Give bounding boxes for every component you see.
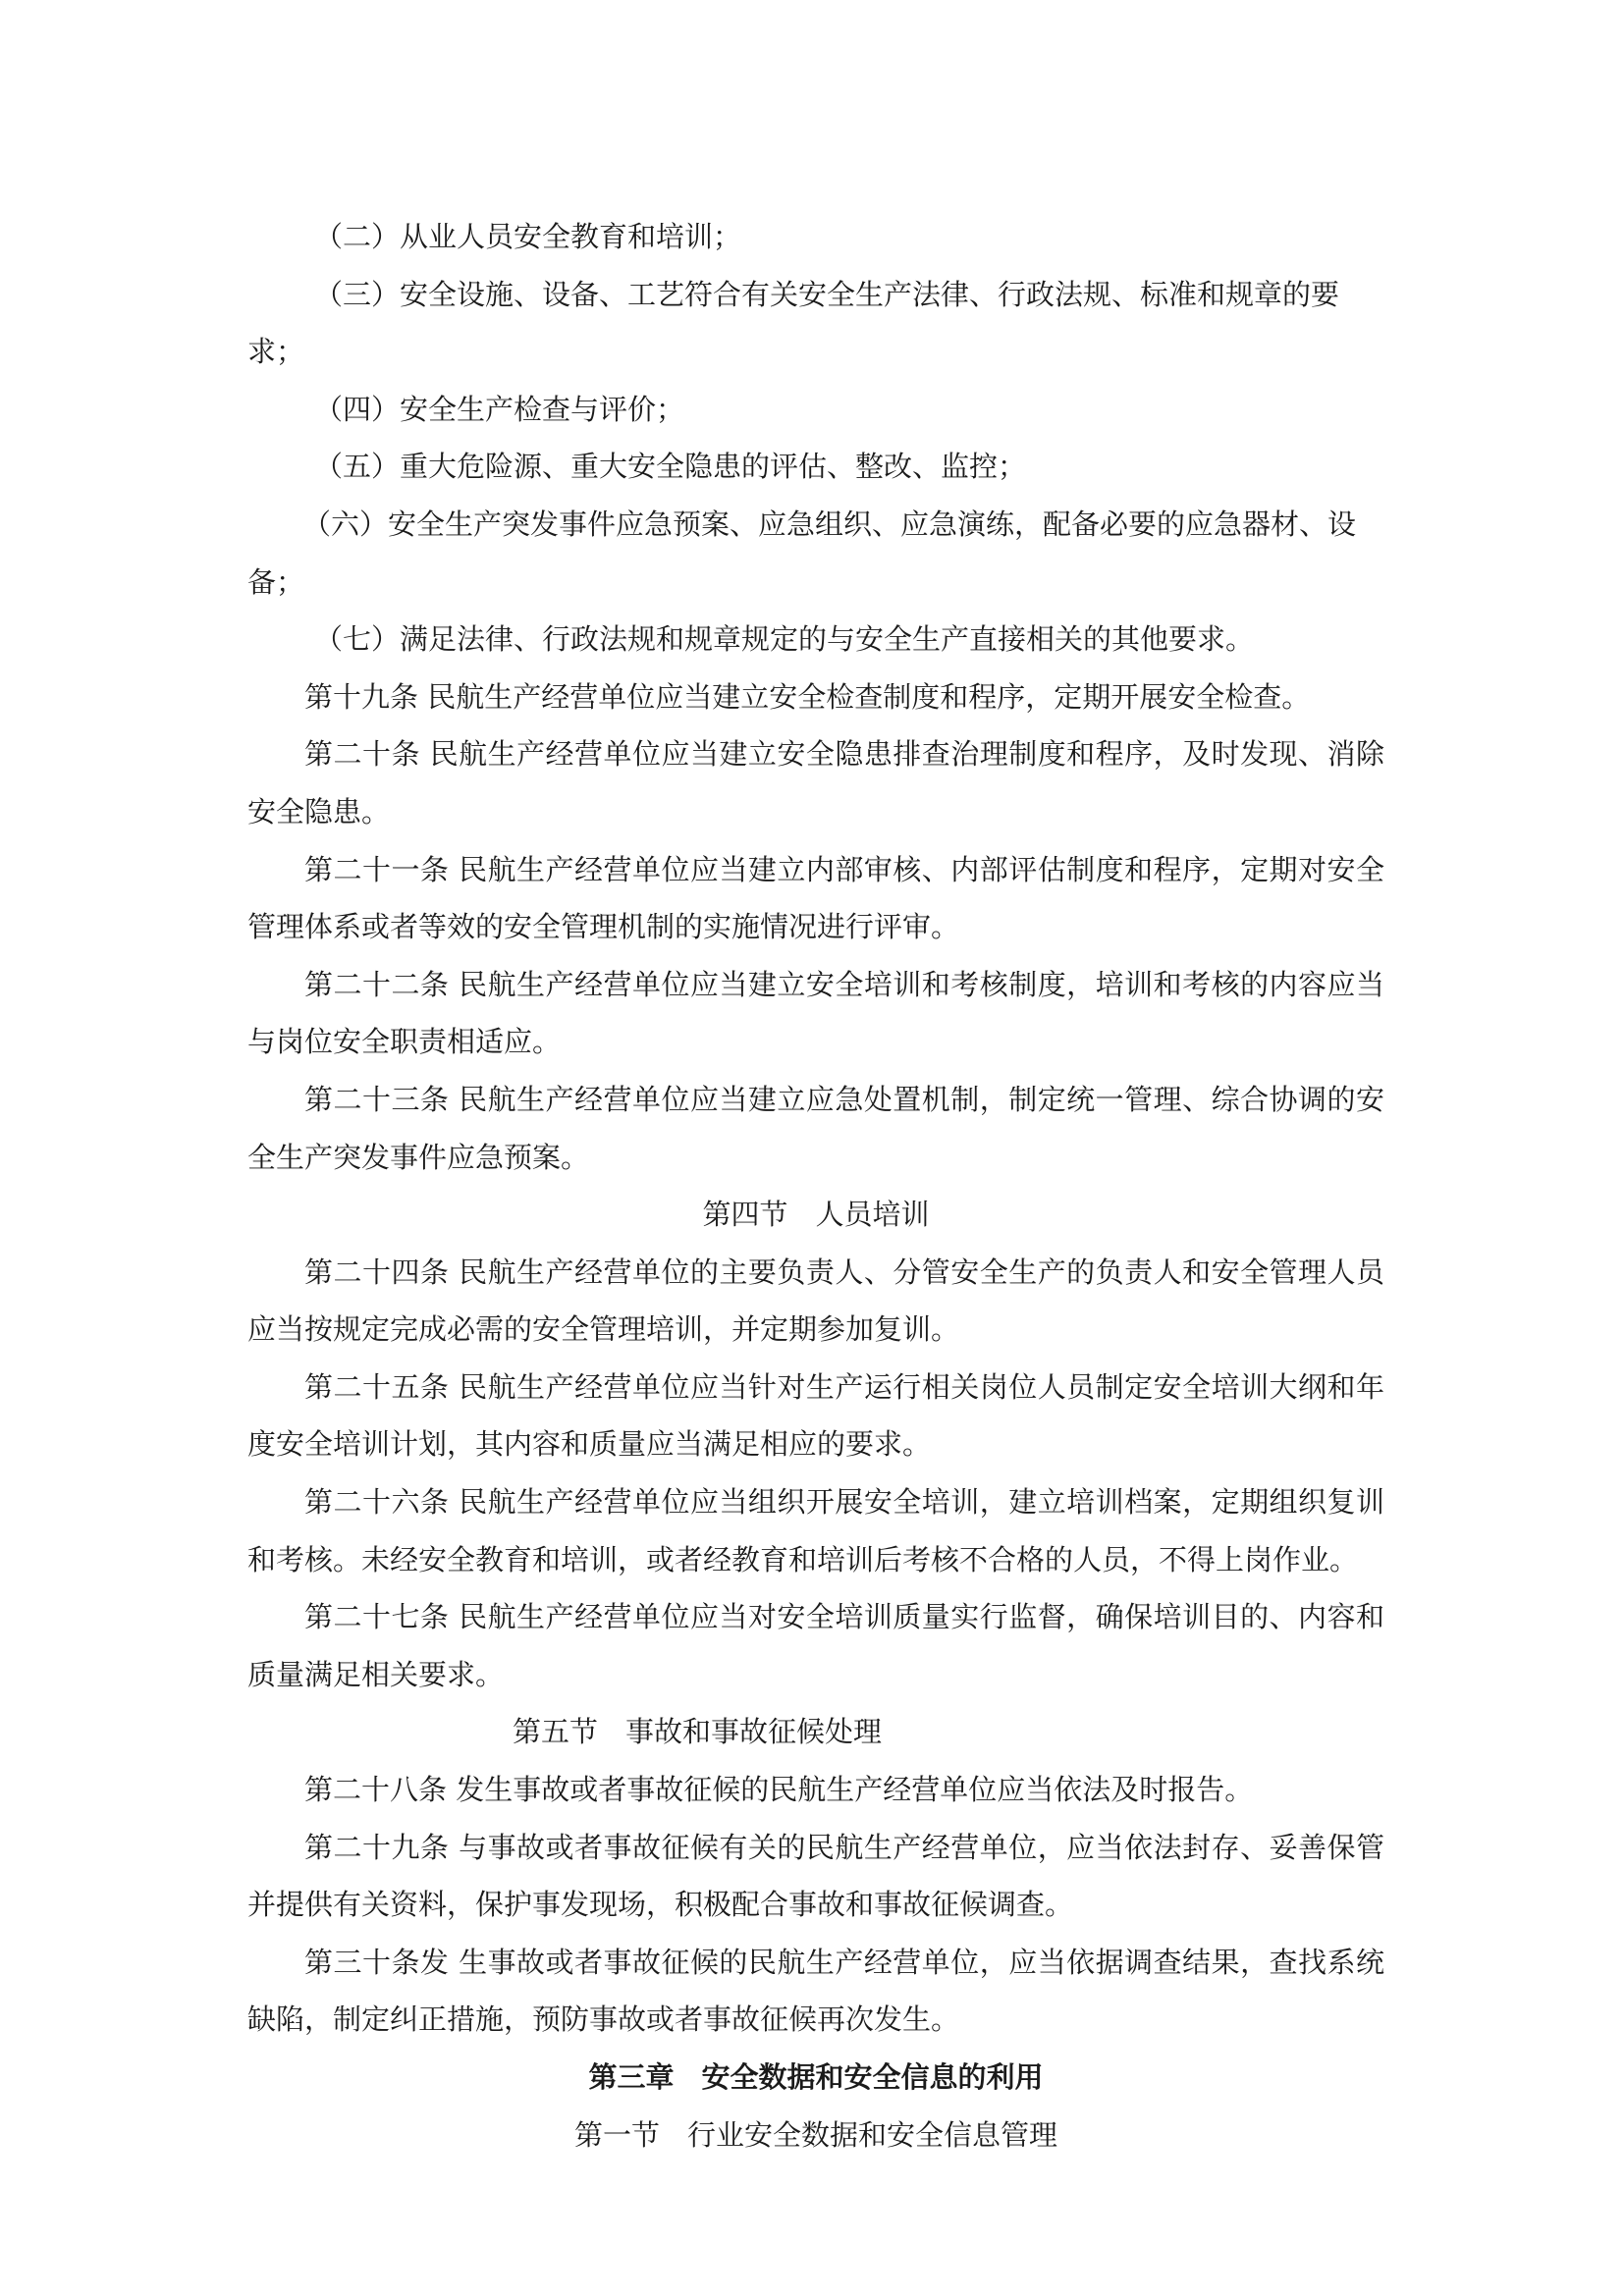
section-title: 事故和事故征候处理	[625, 1715, 883, 1749]
article-paragraph: 第二十八条 发生事故或者事故征候的民航生产经营单位应当依法及时报告。	[304, 1773, 1254, 1807]
article-paragraph: 第二十四条 民航生产经营单位的主要负责人、分管安全生产的负责人和安全管理人员应当按规定完成必需的安全管理培训，并定期参加复训。	[247, 1255, 1384, 1347]
section-heading-1	[247, 2107, 1384, 2164]
section-title: 行业安全数据和安全信息管理	[687, 2117, 1058, 2152]
article-paragraph: 第二十一条 民航生产经营单位应当建立内部审核、内部评估制度和程序，定期对安全管理体系或者等效的安全管理机制的实施情况进行评审。	[247, 852, 1384, 944]
list-item: （三）安全设施、设备、工艺符合有关安全生产法律、行政法规、标准和规章的要求；	[247, 277, 1340, 369]
section-title: 人员培训	[815, 1198, 930, 1232]
article-paragraph: 第二十三条 民航生产经营单位应当建立应急处置机制，制定统一管理、综合协调的安全生产突发事件应急预案。	[247, 1082, 1384, 1174]
section-heading-5	[247, 1703, 1384, 1761]
chapter-number: 第三章	[588, 2060, 675, 2094]
chapter-heading	[247, 2049, 1384, 2107]
article-paragraph: 第三十条发 生事故或者事故征候的民航生产经营单位，应当依据调查结果，查找系统缺陷，制定纠正措施，预防事故或者事故征候再次发生。	[247, 1945, 1384, 2037]
list-item: （六）安全生产突发事件应急预案、应急组织、应急演练，配备必要的应急器材、设备；	[247, 507, 1357, 599]
article-paragraph: 第十九条 民航生产经营单位应当建立安全检查制度和程序，定期开展安全检查。	[304, 679, 1311, 714]
list-item: （五）重大危险源、重大安全隐患的评估、整改、监控；	[314, 450, 1027, 484]
section-number: 第一节	[573, 2117, 660, 2152]
list-item: （四）安全生产检查与评价；	[314, 392, 685, 426]
article-paragraph: 第二十七条 民航生产经营单位应当对安全培训质量实行监督，确保培训目的、内容和质量满足相关要求。	[247, 1600, 1384, 1691]
article-paragraph: 第二十九条 与事故或者事故征候有关的民航生产经营单位，应当依法封存、妥善保管并提供有关资料，保护事发现场，积极配合事故和事故征候调查。	[247, 1830, 1384, 1922]
section-number: 第四节	[702, 1198, 788, 1232]
article-paragraph: 第二十条 民航生产经营单位应当建立安全隐患排查治理制度和程序，及时发现、消除安全隐患。	[247, 737, 1384, 828]
article-paragraph: 第二十二条 民航生产经营单位应当建立安全培训和考核制度，培训和考核的内容应当与岗位安全职责相适应。	[247, 967, 1384, 1059]
document-body	[247, 208, 1384, 2163]
list-item: （二）从业人员安全教育和培训；	[314, 220, 742, 253]
chapter-title: 安全数据和安全信息的利用	[701, 2060, 1044, 2094]
list-item: （七）满足法律、行政法规和规章规定的与安全生产直接相关的其他要求。	[314, 622, 1255, 657]
section-heading-4	[247, 1186, 1384, 1244]
article-paragraph: 第二十六条 民航生产经营单位应当组织开展安全培训，建立培训档案，定期组织复训和考核。未经安全教育和培训，或者经教育和培训后考核不合格的人员，不得上岗作业。	[247, 1485, 1384, 1576]
section-number: 第五节	[513, 1715, 599, 1749]
article-paragraph: 第二十五条 民航生产经营单位应当针对生产运行相关岗位人员制定安全培训大纲和年度安全培训计划，其内容和质量应当满足相应的要求。	[247, 1369, 1384, 1462]
